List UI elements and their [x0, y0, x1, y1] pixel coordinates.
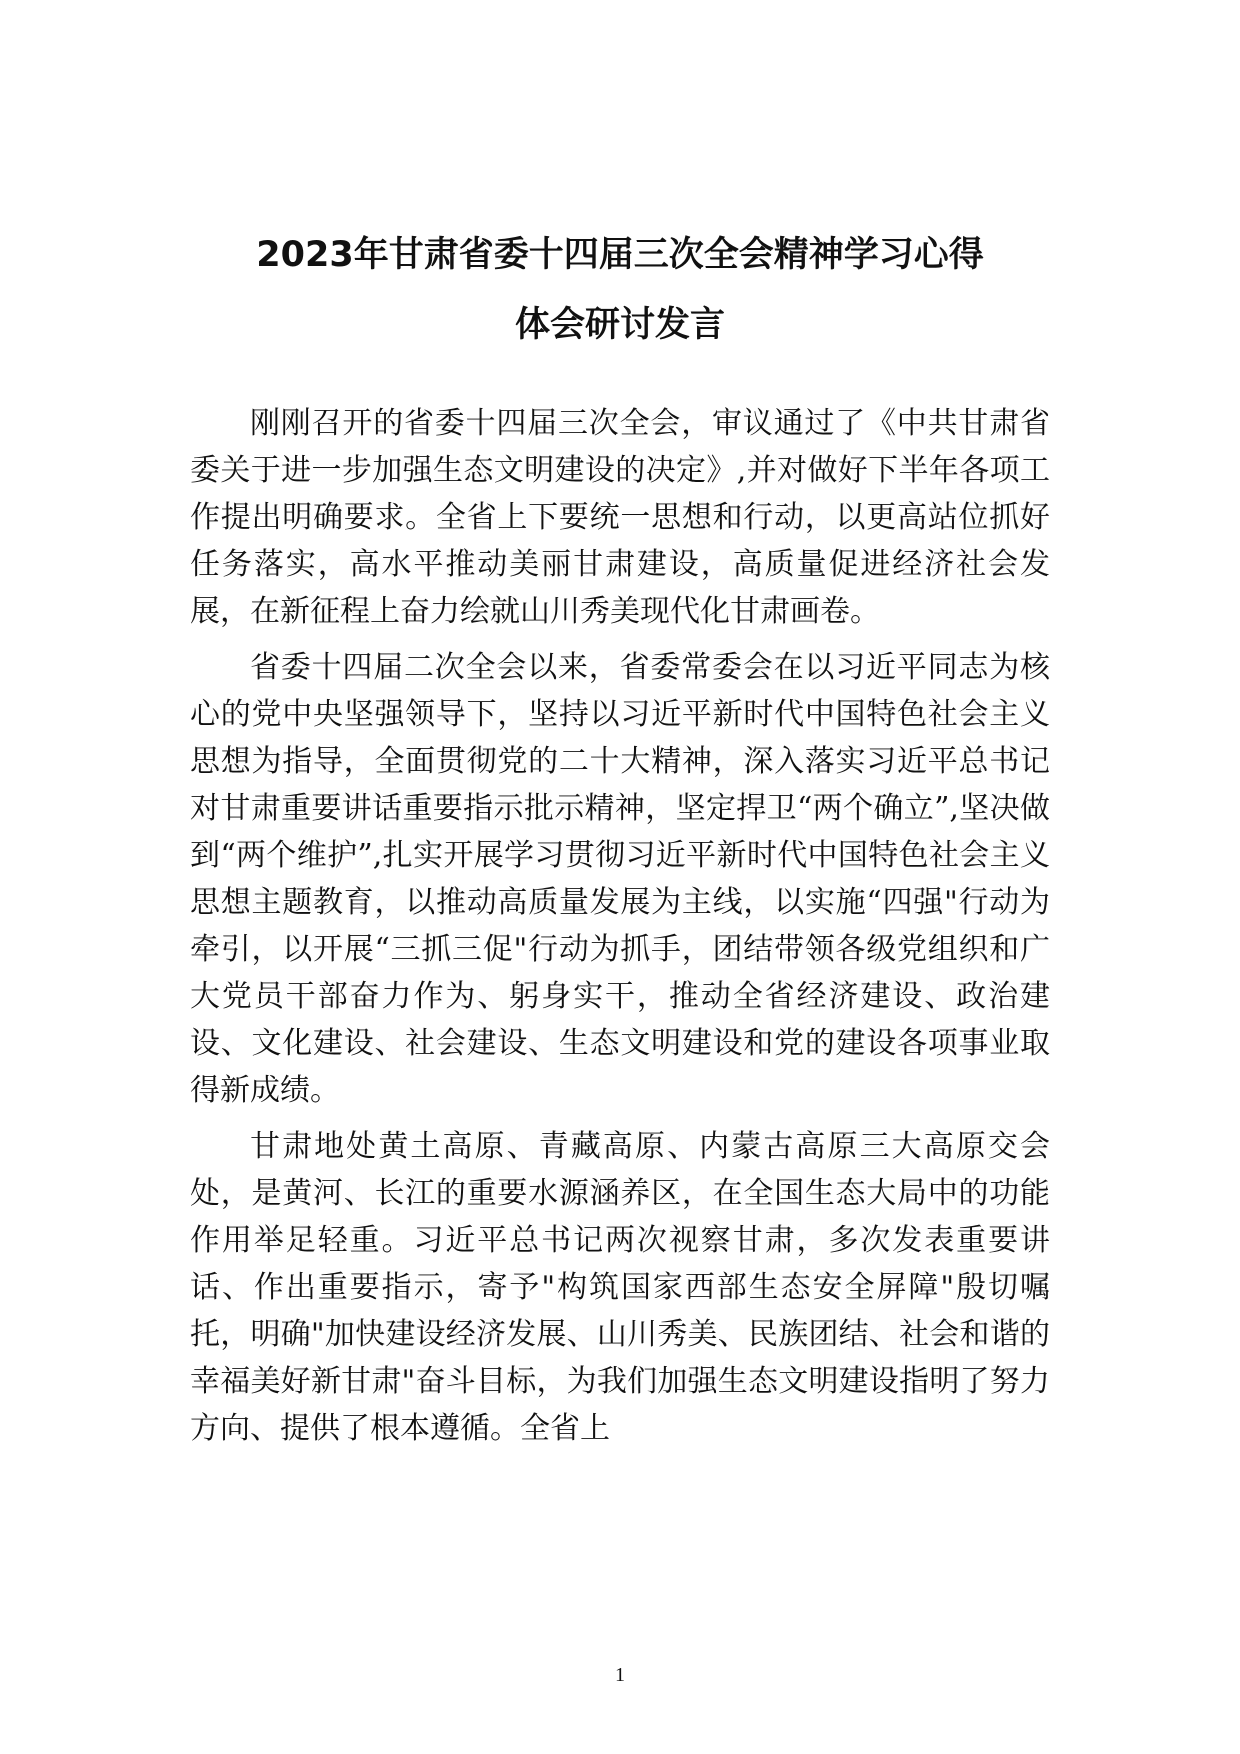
- paragraph-1: 刚刚召开的省委十四届三次全会，审议通过了《中共甘肃省委关于进一步加强生态文明建设的决定》,并对做好下半年各项工作提出明确要求。全省上下要统一思想和行动，以更高站位抓好任务落实，高水平推动美丽甘肃建设，高质量促进经济社会发展，在新征程上奋力绘就山川秀美现代化甘肃画卷。: [190, 406, 1050, 629]
- document-title: 2023年甘肃省委十四届三次全会精神学习心得体会研讨发言: [256, 235, 984, 345]
- paragraph-3: 甘肃地处黄土高原、青藏高原、内蒙古高原三大高原交会处，是黄河、长江的重要水源涵养区，在全国生态大局中的功能作用举足轻重。习近平总书记两次视察甘肃，多次发表重要讲话、作出重要指示，寄予"构筑国家西部生态安全屏障"殷切嘱托，明确"加快建设经济发展、山川秀美、民族团结、社会和谐的幸福美好新甘肃"奋斗目标，为我们加强生态文明建设指明了努力方向、提供了根本遵循。全省上: [190, 1129, 1050, 1446]
- page-number: 1: [615, 1664, 625, 1686]
- document-body: [190, 400, 1050, 1461]
- paragraph-2: 省委十四届二次全会以来，省委常委会在以习近平同志为核心的党中央坚强领导下，坚持以习近平新时代中国特色社会主义思想为指导，全面贯彻党的二十大精神，深入落实习近平总书记对甘肃重要讲话重要指示批示精神，坚定捍卫“两个确立”,坚决做到“两个维护”,扎实开展学习贯彻习近平新时代中国特色社会主义思想主题教育，以推动高质量发展为主线，以实施“四强"行动为牵引，以开展“三抓三促"行动为抓手，团结带领各级党组织和广大党员干部奋力作为、躬身实干，推动全省经济建设、政治建设、文化建设、社会建设、生态文明建设和党的建设各项事业取得新成绩。: [190, 650, 1050, 1108]
